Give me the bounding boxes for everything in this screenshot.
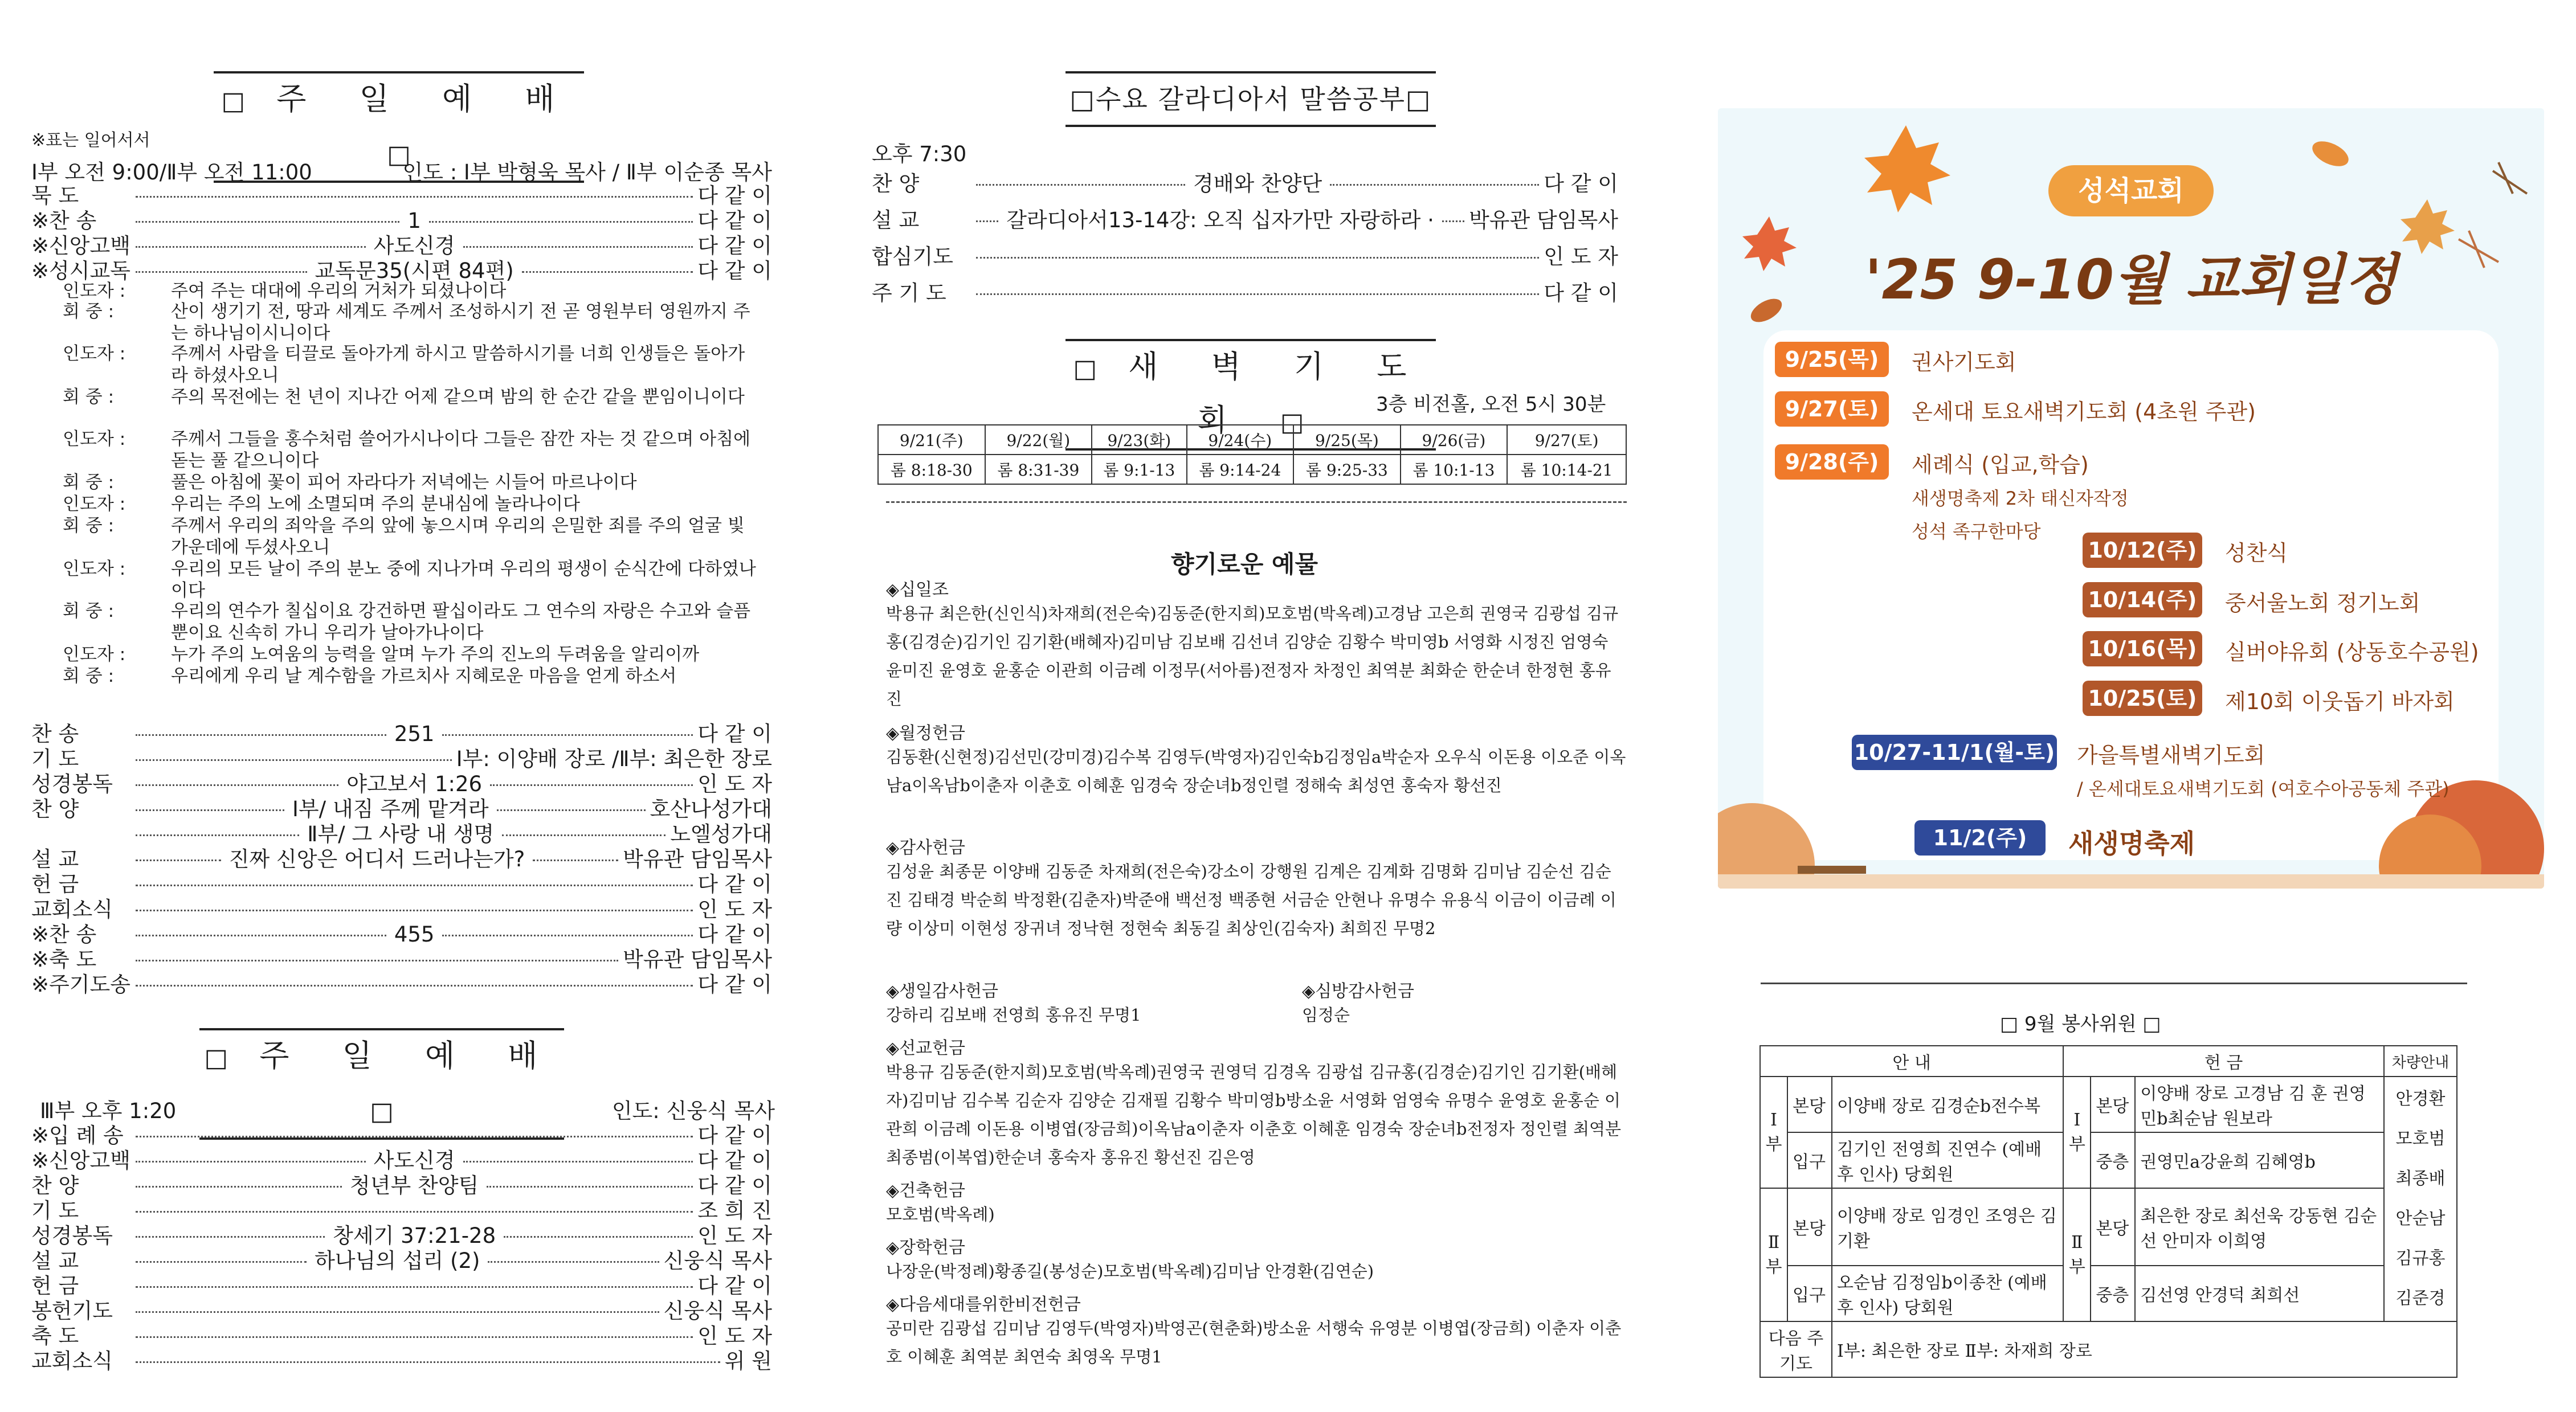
sunday3-order-person: 인 도 자 (697, 1324, 772, 1348)
leader-dots (976, 184, 1185, 186)
responsive-line (63, 644, 758, 665)
guide1-main: 이양배 장로 김경순b전수복 (1832, 1077, 2063, 1132)
leader-dots (136, 759, 452, 761)
leader-dots (136, 1361, 720, 1363)
leader-dots (136, 985, 693, 987)
sunday1-order-item: 교독문35(시편 84편) (315, 259, 514, 283)
responsive-speaker: 인도자 : (63, 559, 126, 579)
sunday1-order-label: 성경봉독 (31, 772, 113, 796)
offering-names: 김성윤 최종문 이양배 김동준 차재희(전은숙)강소이 강행원 김계은 김계화 김명화 김미남 김순선 김순진 김태경 박순희 박정환(김춘자)박준애 백선정 백종현 서금순 안현나 유명수 유용식 이금이 이금례 이 량 이상미 이현성 장귀녀 정낙현 정현숙 최동길 최상인(김숙자) 최희진 무명2 (886, 862, 1616, 938)
guide1-door: 김기인 전영희 진연수 (예배 후 인사) 당회원 (1832, 1132, 2063, 1188)
sunday1-order-item: Ⅰ부/ 내짐 주께 맡겨라 (292, 797, 489, 821)
event-name: 새생명축제 2차 태신자작정 (1912, 488, 2129, 509)
leader-dots (136, 271, 307, 273)
event-name: 세례식 (입교,학습) (1912, 452, 2089, 477)
leader-dots (463, 1161, 693, 1163)
ground-shape (1718, 874, 2544, 889)
off1-mez: 권영민a강윤희 김혜영b (2135, 1132, 2384, 1188)
responsive-speaker: 회 중 : (63, 515, 115, 536)
sunday1-order-item: 1 (407, 208, 421, 233)
dawn-date-cell: 9/23(화) (1092, 425, 1186, 455)
dragonfly-icon (2493, 162, 2527, 194)
offering-category: ◈장학헌금 (886, 1238, 965, 1258)
sunday3-title: □ 주 일 예 배 □ (199, 1028, 564, 1140)
maple-leaf-icon (1864, 125, 1950, 212)
event-name: / 온세대토요새벽기도회 (여호수아공동체 주관) (2077, 778, 2450, 800)
offering-category: ◈생일감사헌금 (886, 981, 998, 1001)
sunday3-order-label: 축 도 (31, 1324, 79, 1348)
leaf-icon (2309, 136, 2353, 171)
off2-main-label: 본당 (2091, 1188, 2135, 1266)
sunday1-order-person: 다 같 이 (697, 922, 772, 947)
responsive-speaker: 회 중 : (63, 666, 115, 686)
offering-names: 임정순 (1302, 1005, 1350, 1025)
responsive-speaker: 인도자 : (63, 494, 126, 514)
offering-category: ◈십일조 (886, 580, 949, 600)
header-parking: 차량안내 (2384, 1046, 2457, 1077)
dawn-date-cell: 9/21(주) (878, 425, 985, 455)
event-date-badge: 10/16(목) (2083, 631, 2202, 666)
leader-dots (533, 860, 618, 861)
leader-dots (136, 1186, 342, 1188)
offering-names: 김동환(신현정)김선민(강미경)김수복 김영두(박영자)김인숙b김정임a박순자 오우식 이돈용 이오준 이옥남a이옥남b이춘자 이춘호 이혜훈 임경숙 장순녀b정인렬 정해숙 최성연 홍숙자 황선진 (886, 747, 1626, 795)
event-date-badge: 11/2(주) (1914, 820, 2046, 856)
sunday1-order-person: 다 같 이 (697, 259, 772, 283)
sunday1-order-person: 박유관 담임목사 (623, 847, 773, 871)
offering-category: ◈심방감사헌금 (1302, 981, 1414, 1001)
sunday3-order-label: 헌 금 (31, 1274, 79, 1298)
leader-dots (976, 293, 1539, 295)
dawn-passage-cell: 롬 8:18-30 (878, 455, 985, 484)
dawn-place: 3층 비전홀, 오전 5시 30분 (1376, 393, 1606, 416)
offering-names: 박용규 최은한(신인식)차재희(전은숙)김동준(한지희)모호범(박옥례)고경남 고은희 권영국 김광섭 김규홍(김경순)김기인 김기환(배혜자)김미남 김보배 김선녀 김양순 김황수 박미영b 서영화 시정진 엄영숙 윤미진 윤영호 윤홍순 이관희 이금례 이정무(서아름)전정자 차정인 최역분 최화순 한순녀 한정현 홍유진 (886, 604, 1619, 709)
leader-dots (136, 1286, 693, 1288)
guide2-door: 오순남 김정임b이종찬 (예배 후 인사) 당회원 (1832, 1266, 2063, 1321)
event-name: 새생명축제 (2068, 828, 2195, 859)
parking-volunteer: 최종배 (2395, 1169, 2446, 1189)
event-name: 중서울노회 정기노회 (2225, 591, 2420, 616)
part2-label-offering: Ⅱ부 (2063, 1188, 2091, 1321)
dawn-date-cell: 9/24(수) (1187, 425, 1294, 455)
off1-main-label: 본당 (2091, 1077, 2135, 1132)
dawn-passage-cell: 롬 10:1-13 (1401, 455, 1508, 484)
event-date-badge: 9/27(토) (1775, 391, 1889, 427)
sunday1-order-item: Ⅱ부/ 그 사랑 내 생명 (307, 822, 495, 846)
sunday3-order-item: 청년부 찬양팀 (350, 1173, 479, 1198)
event-name: 성찬식 (2225, 541, 2288, 566)
responsive-text: 우리는 주의 노에 소멸되며 주의 분내심에 놀라나이다 (171, 494, 580, 514)
leader-dots (136, 246, 366, 248)
event-date-badge: 10/14(주) (2083, 582, 2202, 617)
leader-dots (976, 257, 1539, 259)
responsive-speaker: 인도자 : (63, 281, 126, 301)
sunday3-order-person: 인 도 자 (697, 1223, 772, 1248)
leader-dots (136, 834, 299, 836)
sunday1-order-person: 다 같 이 (697, 183, 772, 208)
sunday1-order-item: 251 (394, 722, 435, 746)
responsive-text: 주의 목전에는 천 년이 지나간 어제 같으며 밤의 한 순간 같을 뿐임이니이다 (171, 387, 745, 407)
dawn-title: □ 새 벽 기 도 회 □ (1065, 339, 1436, 451)
header-guide: 안 내 (1760, 1046, 2063, 1077)
dawn-date-cell: 9/27(토) (1507, 425, 1626, 455)
responsive-line (63, 665, 758, 687)
sunday3-order-label: 봉헌기도 (31, 1299, 113, 1323)
responsive-speaker: 인도자 : (63, 343, 126, 364)
parking-volunteer: 모호범 (2395, 1129, 2446, 1149)
sunday3-order-row (31, 1344, 772, 1374)
leader-dots (136, 1161, 366, 1163)
sunday1-order-label: 묵 도 (31, 183, 79, 208)
leader-dots (490, 784, 693, 786)
dawn-passage-cell: 롬 9:14-24 (1187, 455, 1294, 484)
sunday1-order-label: 찬 양 (31, 797, 79, 821)
leader-dots (136, 1261, 307, 1263)
wednesday-order-label: 주 기 도 (872, 281, 946, 305)
responsive-text: 우리에게 우리 날 계수함을 가르치사 지혜로운 마음을 얻게 하소서 (171, 666, 677, 686)
sunday3-order-label: 기 도 (31, 1198, 79, 1223)
leader-dots (463, 246, 693, 248)
sunday1-order-person: 인 도 자 (697, 772, 773, 796)
leader-dots (136, 196, 693, 198)
offering-category: ◈건축헌금 (886, 1181, 965, 1201)
leader-dots (136, 935, 386, 936)
wednesday-time: 오후 7:30 (872, 142, 967, 166)
parking-volunteer: 김준경 (2395, 1288, 2446, 1308)
poster-decorations (1718, 108, 2544, 889)
leader-dots (136, 734, 386, 736)
wednesday-order-item: 경배와 찬양단 (1193, 171, 1322, 196)
event-date-badge: 9/25(목) (1775, 342, 1889, 377)
responsive-line (63, 386, 758, 408)
sunday1-order-person: 다 같 이 (697, 722, 772, 746)
leader-dots (429, 221, 693, 223)
sunday3-order-person: 조 희 진 (697, 1198, 772, 1223)
event-name: 가을특별새벽기도회 (2077, 743, 2265, 768)
dawn-date-cell: 9/25(목) (1293, 425, 1401, 455)
sunday3-order-label: 찬 양 (31, 1173, 79, 1198)
duty-top-line (1761, 983, 2467, 984)
sunday1-order-person: 다 같 이 (697, 972, 772, 997)
wednesday-order-label: 설 교 (872, 208, 920, 232)
duty-table (1759, 1045, 2457, 1378)
responsive-line (63, 493, 758, 515)
offering-names: 공미란 김광섭 김미남 김영두(박영자)박영곤(현춘화)방소윤 서행숙 유영분 이병엽(장금희) 이춘자 이춘호 이혜훈 최역분 최연숙 최영옥 무명1 (886, 1319, 1622, 1366)
off2-mez: 김선영 안경덕 최희선 (2135, 1266, 2384, 1321)
offering-names: 강하리 김보배 전영희 홍유진 무명1 (886, 1005, 1141, 1025)
next-prayer: Ⅰ부: 최은한 장로 Ⅱ부: 차재희 장로 (1832, 1321, 2457, 1377)
part2-label: Ⅱ부 (1760, 1188, 1787, 1321)
duty-title: □ 9월 봉사위원 □ (2000, 1013, 2161, 1036)
leader-dots (488, 1261, 659, 1263)
wednesday-title: □수요 갈라디아서 말씀공부□ (1065, 71, 1436, 127)
offering-category: ◈다음세대를위한비전헌금 (886, 1295, 1081, 1315)
responsive-line (63, 301, 758, 344)
sunday1-order-item: 455 (394, 922, 435, 947)
sunday1-order-person: 다 같 이 (697, 872, 772, 897)
sunday1-order-row (31, 253, 772, 284)
leader-dots (497, 809, 646, 811)
sunday1-order-label: ※성시교독 (31, 259, 130, 283)
leader-dots (136, 960, 618, 961)
parking-list (2384, 1077, 2457, 1321)
sunday1-order-person: 호산나성가대 (650, 797, 772, 821)
leader-dots (136, 910, 693, 911)
responsive-line (63, 600, 758, 644)
leader-dots (136, 885, 693, 886)
sunday3-order-person: 다 같 이 (697, 1173, 772, 1198)
leader-dots (976, 220, 998, 222)
event-date-badge: 10/12(주) (2083, 533, 2202, 568)
sunday3-order-label: 설 교 (31, 1249, 79, 1273)
offerings-title: 향기로운 예물 (1171, 550, 1318, 578)
responsive-speaker: 회 중 : (63, 472, 115, 493)
sunday1-order-label: 교회소식 (31, 897, 113, 922)
sunday1-order-item: 진짜 신앙은 어디서 드러나는가? (228, 847, 525, 871)
sunday3-order-person: 다 같 이 (697, 1274, 772, 1298)
sunday3-order-label: 교회소식 (31, 1349, 113, 1373)
leader-dots (442, 734, 693, 736)
responsive-line (63, 472, 758, 493)
leader-dots (136, 221, 399, 223)
sunday3-order-item: 창세기 37:21-28 (333, 1223, 496, 1248)
guide2-door-label: 입구 (1787, 1266, 1832, 1321)
leader-dots (136, 860, 221, 861)
sunday1-order-label: 찬 송 (31, 722, 79, 746)
responsive-text: 우리의 모든 날이 주의 분노 중에 지나가며 우리의 평생이 순식간에 다하였나이다 (171, 559, 756, 601)
sunday3-order-item: 하나님의 섭리 (2) (315, 1249, 480, 1273)
offering-names: 모호범(박옥례) (886, 1205, 995, 1224)
sunday3-order-label: ※신앙고백 (31, 1148, 130, 1173)
sunday1-order-label: 설 교 (31, 847, 79, 871)
event-name: 실버야유회 (상동호수공원) (2225, 640, 2479, 665)
sunday1-order-person: 노엘성가대 (670, 822, 773, 846)
responsive-line (63, 558, 758, 601)
wednesday-order-row (872, 239, 1618, 270)
event-date-badge: 9/28(주) (1775, 444, 1889, 480)
event-date-badge: 10/25(토) (2083, 681, 2202, 716)
dawn-passage-cell: 롬 8:31-39 (985, 455, 1092, 484)
sunday1-leader: 인도 : Ⅰ부 박형욱 목사 / Ⅱ부 이순종 목사 (402, 160, 772, 185)
responsive-text: 풀은 아침에 꽃이 피어 자라다가 저녁에는 시들어 마르나이다 (171, 472, 637, 493)
guide2-main: 이양배 장로 임경인 조영은 김기환 (1832, 1188, 2063, 1266)
wednesday-order-item: 갈라디아서13-14강: 오직 십자가만 자랑하라 · (1006, 208, 1434, 232)
guide2-main-label: 본당 (1787, 1188, 1832, 1266)
leader-dots (136, 784, 338, 786)
responsive-text: 주께서 그들을 홍수처럼 쓸어가시나이다 그들은 잠깐 자는 것 같으며 아침에 돋는 풀 같으니이다 (171, 429, 751, 471)
sunday1-order-label: 기 도 (31, 747, 79, 771)
off2-main: 최은한 장로 최선욱 강동현 김순선 안미자 이희영 (2135, 1188, 2384, 1266)
responsive-speaker: 인도자 : (63, 644, 126, 665)
part1-label: Ⅰ부 (1760, 1077, 1787, 1188)
next-prayer-label: 다음 주 기도 (1760, 1321, 1832, 1377)
event-name: 제10회 이웃돕기 바자회 (2225, 689, 2455, 714)
wednesday-order-row (872, 276, 1618, 306)
responsive-line (63, 515, 758, 558)
sunday3-order-person: 신웅식 목사 (663, 1249, 772, 1273)
parking-volunteer: 안순남 (2395, 1209, 2446, 1229)
wednesday-order-label: 찬 양 (872, 171, 920, 196)
leader-dots (1330, 184, 1539, 186)
responsive-text: 주께서 우리의 죄악을 주의 앞에 놓으시며 우리의 은밀한 죄를 주의 얼굴 빛 가운데에 두셨사오니 (171, 515, 745, 558)
dawn-date-cell: 9/22(월) (985, 425, 1092, 455)
sunday3-order-label: 성경봉독 (31, 1223, 113, 1248)
sunday1-order-label: ※축 도 (31, 947, 97, 972)
leader-dots (442, 935, 693, 936)
sunday3-order-label: ※입 례 송 (31, 1123, 124, 1148)
poster-headline: '25 9-10월 교회일정 (1865, 248, 2397, 312)
sunday1-order-label: ※찬 송 (31, 922, 97, 947)
event-name: 권사기도회 (1912, 350, 2016, 375)
offering-names: 나장운(박정례)황종길(봉성순)모호범(박옥례)김미남 안경환(김연순) (886, 1262, 1374, 1281)
leader-dots (136, 1136, 693, 1137)
dawn-passage-cell: 롬 10:14-21 (1507, 455, 1626, 484)
sunday1-time: Ⅰ부 오전 9:00/Ⅱ부 오전 11:00 (31, 160, 312, 185)
sunday1-order-label: ※주기도송 (31, 972, 130, 997)
responsive-line (63, 428, 758, 472)
offering-category: ◈선교헌금 (886, 1038, 965, 1058)
wednesday-order-row (872, 166, 1618, 197)
responsive-text: 주께서 사람을 티끌로 돌아가게 하시고 말씀하시기를 너희 인생들은 돌아가라 하셨사오니 (171, 343, 745, 386)
parking-volunteer: 안경환 (2395, 1089, 2446, 1109)
responsive-speaker: 인도자 : (63, 429, 126, 449)
responsive-speaker: 회 중 : (63, 301, 115, 322)
sunday3-time: Ⅲ부 오후 1:20 (40, 1099, 177, 1123)
guide1-main-label: 본당 (1787, 1077, 1832, 1132)
sunday3-order-person: 신웅식 목사 (663, 1299, 772, 1323)
offering-category: ◈감사헌금 (886, 838, 965, 858)
leader-dots (522, 271, 693, 273)
leader-dots (136, 1336, 693, 1338)
responsive-line (63, 343, 758, 386)
leader-dots (1442, 220, 1464, 222)
divider-dashed (886, 501, 1627, 503)
sunday1-order-person: 인 도 자 (697, 897, 772, 922)
sunday1-order-label: ※찬 송 (31, 208, 97, 233)
responsive-speaker: 회 중 : (63, 387, 115, 407)
part1-label-offering: Ⅰ부 (2063, 1077, 2091, 1188)
header-offering: 헌 금 (2063, 1046, 2384, 1077)
leader-dots (136, 809, 284, 811)
dawn-passage-cell: 롬 9:1-13 (1092, 455, 1186, 484)
wednesday-order-person: 인 도 자 (1544, 244, 1618, 269)
event-name: 온세대 토요새벽기도회 (4초원 주관) (1912, 399, 2256, 424)
sunday1-order-person: Ⅰ부: 이양배 장로 /Ⅱ부: 최은한 장로 (456, 747, 772, 771)
sunday3-order-person: 다 같 이 (697, 1148, 772, 1173)
off1-mez-label: 중층 (2091, 1132, 2135, 1188)
dawn-date-cell: 9/26(금) (1401, 425, 1508, 455)
dawn-schedule-table (877, 424, 1627, 485)
sunday1-order-person: 다 같 이 (697, 208, 773, 233)
responsive-text: 산이 생기기 전, 땅과 세계도 주께서 조성하시기 전 곧 영원부터 영원까지 주는 하나님이시니이다 (171, 301, 750, 343)
wednesday-order-person: 박유관 담임목사 (1469, 208, 1618, 232)
offering-names: 박용규 김동준(한지희)모호범(박옥례)권영국 권영덕 김경옥 김광섭 김규홍(김경순)김기인 김기환(배혜자)김미남 김수복 김순자 김양순 김재필 김황수 박미영b방소윤 서영화 엄영숙 유명수 윤영호 윤홍순 이관희 이금례 이돈용 이병엽(장금희)이옥남a이춘자 이춘호 이혜훈 임경숙 장순녀b전정자 정인렬 최역분 최종범(이복엽)한순녀 홍숙자 홍유진 황선진 김은영 (886, 1062, 1622, 1167)
sunday1-order-label: 헌 금 (31, 872, 79, 897)
leader-dots (136, 1236, 325, 1238)
wednesday-order-person: 다 같 이 (1544, 171, 1618, 196)
sunday1-order-person: 박유관 담임목사 (623, 947, 772, 972)
off1-main: 이양배 장로 고경남 김 훈 권영민b최순남 원보라 (2135, 1077, 2384, 1132)
wednesday-order-person: 다 같 이 (1544, 281, 1618, 305)
parking-volunteer: 김규홍 (2395, 1249, 2446, 1268)
schedule-poster (1718, 108, 2544, 889)
leader-dots (487, 1186, 693, 1188)
sunday1-order-person: 다 같 이 (697, 234, 772, 258)
wednesday-order-label: 합심기도 (872, 244, 953, 269)
off2-mez-label: 중층 (2091, 1266, 2135, 1321)
leader-dots (504, 1236, 693, 1238)
dawn-passage-cell: 롬 9:25-33 (1293, 455, 1401, 484)
sunday1-order-item: 사도신경 (373, 234, 455, 258)
leader-dots (502, 834, 666, 836)
responsive-text: 우리의 연수가 칠십이요 강건하면 팔십이라도 그 연수의 자랑은 수고와 슬픔뿐이요 신속히 가니 우리가 날아가나이다 (171, 601, 751, 643)
guide1-door-label: 입구 (1787, 1132, 1832, 1188)
event-date-badge: 10/27-11/1(월-토) (1852, 735, 2057, 770)
bench-shape (1798, 866, 1866, 874)
sunday1-order-row (31, 967, 772, 998)
sunday1-title: □ 주 일 예 배 □ (214, 71, 584, 183)
responsive-text: 주여 주는 대대에 우리의 거처가 되셨나이다 (171, 281, 507, 301)
responsive-speaker: 회 중 : (63, 601, 115, 621)
offering-category: ◈월정헌금 (886, 723, 965, 743)
wednesday-order-row (872, 203, 1618, 234)
responsive-line (63, 280, 758, 302)
event-name: 성석 족구한마당 (1912, 521, 2041, 542)
sunday3-leader: 인도: 신웅식 목사 (611, 1099, 775, 1123)
leader-dots (136, 1211, 693, 1213)
sunday1-order-item: 야고보서 1:26 (346, 772, 483, 796)
sunday3-order-person: 위 원 (724, 1349, 772, 1373)
sunday3-order-item: 사도신경 (373, 1148, 455, 1173)
sunday3-order-person: 다 같 이 (697, 1123, 772, 1148)
leader-dots (136, 1311, 659, 1313)
responsive-text: 누가 주의 노여움의 능력을 알며 누가 주의 진노의 두려움을 알리이까 (171, 644, 700, 665)
standing-note: ※표는 일어서서 (31, 130, 150, 150)
church-name-badge: 성석교회 (2048, 165, 2214, 216)
sunday1-order-label: ※신앙고백 (31, 234, 130, 258)
